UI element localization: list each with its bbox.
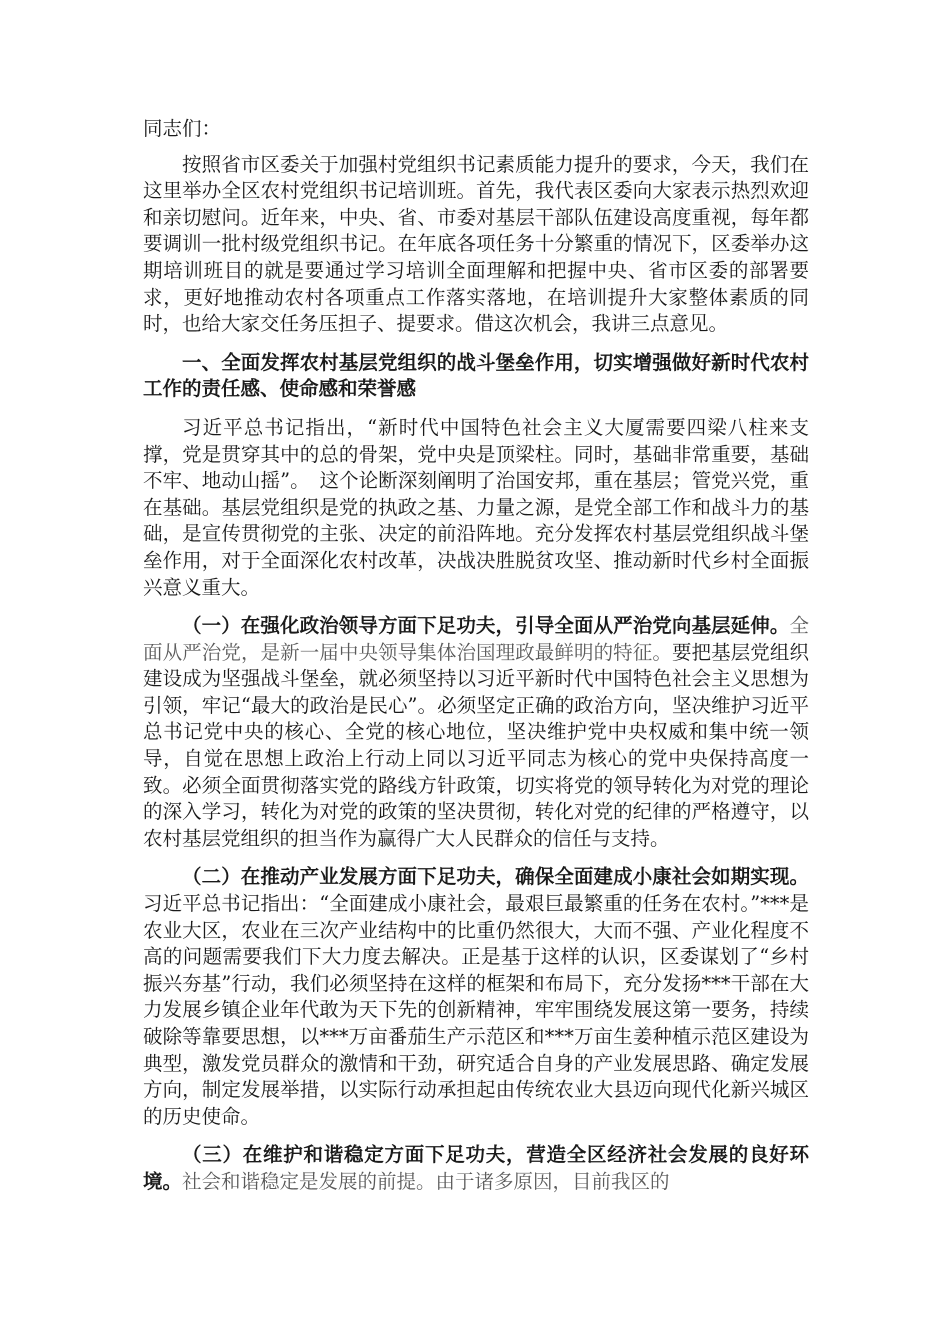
intro-paragraph: 按照省市区委关于加强村党组织书记素质能力提升的要求，今天，我们在这里举办全区农村党组织书记培训班。首先，我代表区委向大家表示热烈欢迎和亲切慰问。近年来，中央、省、市委对基层干部队伍建设高度重视，每年都要调训一批村级党组织书记。在年底各项任务十分繁重的情况下，区委举办这期培训班目的就是要通过学习培训全面理解和把握中央、省市区委的部署要求，更好地推动农村各项重点工作落实落地，在培训提升大家整体素质的同时，也给大家交任务压担子、提要求。借这次机会，我讲三点意见。	[143, 152, 809, 336]
point-3-lead: （三）在维护和谐稳定方面下足功夫，营造全区经济社会发展的良好环境。	[143, 1143, 809, 1193]
point-1-body: 要把基层党组织建设成为坚强战斗堡垒，就必须坚持以习近平新时代中国特色社会主义思想为引领，牢记“最大的政治是民心”。必须坚定正确的政治方向，坚决维护习近平总书记党中央的核心、全党的核心地位，坚决维护党中央权威和集中统一领导，自觉在思想上政治上行动上同以习近平同志为核心的党中央保持高度一致。必须全面贯彻落实党的路线方针政策，切实将党的领导转化为对党的理论的深入学习，转化为对党的政策的坚决贯彻，转化对党的纪律的严格遵守，以农村基层党组织的担当作为赢得广大人民群众的信任与支持。	[143, 640, 809, 850]
point-3-body: 社会和谐稳定是发展的前提。由于诸多原因，目前我区的	[182, 1169, 670, 1193]
section-1-heading: 一、全面发挥农村基层党组织的战斗堡垒作用，切实增强做好新时代农村工作的责任感、使命感和荣誉感	[143, 350, 809, 401]
point-2-paragraph	[143, 864, 809, 1130]
point-1-paragraph	[143, 613, 809, 852]
point-1-lead: （一）在强化政治领导方面下足功夫，引导全面从严治党向基层延伸。	[182, 614, 790, 638]
point-1-emphasis: 全面从严治党，是新一届中央领导集体治国理政最鲜明的特征。	[143, 614, 809, 664]
point-2-lead: （二）在推动产业发展方面下足功夫，确保全面建成小康社会如期实现。	[182, 865, 809, 889]
document-body	[143, 116, 809, 1208]
salutation: 同志们：	[143, 117, 222, 140]
point-3-paragraph	[143, 1142, 809, 1195]
section-1-paragraph: 习近平总书记指出，“新时代中国特色社会主义大厦需要四梁八柱来支撑，党是贯穿其中的总的骨架，党中央是顶梁柱。同时，基础非常重要，基础不牢、地动山摇”。 这个论断深刻阐明了治国安邦，重在基层；管党兴党，重在基础。基层党组织是党的执政之基、力量之源，是党全部工作和战斗力的基础，是宣传贯彻党的主张、决定的前沿阵地。充分发挥农村基层党组织战斗堡垒作用，对于全面深化农村改革，决战决胜脱贫攻坚、推动新时代乡村全面振兴意义重大。	[143, 415, 809, 599]
point-2-body: 习近平总书记指出：“全面建成小康社会，最艰巨最繁重的任务在农村。”***是农业大区，农业在三次产业结构中的比重仍然很大，大而不强、产业化程度不高的问题需要我们下大力度去解决。正是基于这样的认识，区委谋划了“乡村振兴夯基”行动，我们必须坚持在这样的框架和布局下，充分发扬***干部在大力发展乡镇企业年代敢为天下先的创新精神，牢牢围绕发展这第一要务，持续破除等靠要思想，以***万亩番茄生产示范区和***万亩生姜种植示范区建设为典型，激发党员群众的激情和干劲，研究适合自身的产业发展思路、确定发展方向，制定发展举措，以实际行动承担起由传统农业大县迈向现代化新兴城区的历史使命。	[143, 892, 809, 1128]
